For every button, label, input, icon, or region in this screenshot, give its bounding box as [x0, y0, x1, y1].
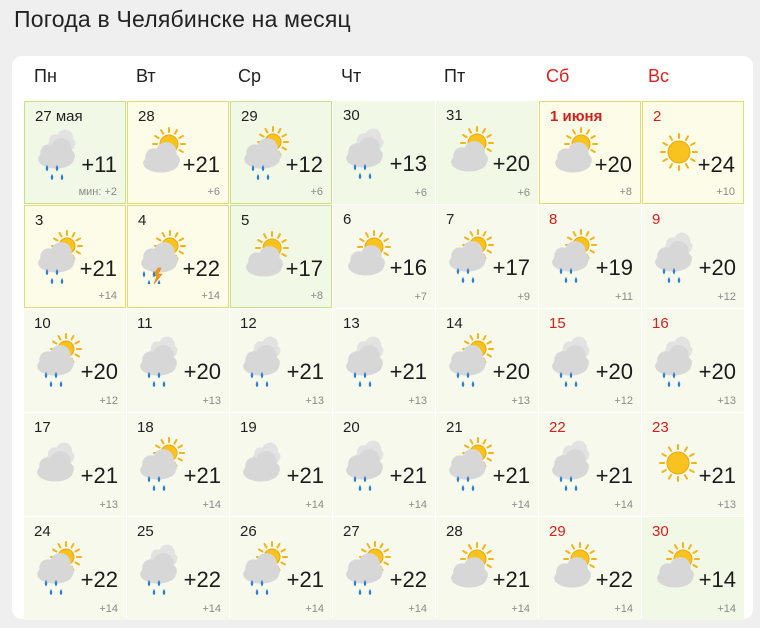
- day-temperature: +21: [80, 463, 118, 488]
- day-min-temperature: мин: +2: [78, 186, 117, 198]
- day-min-temperature: +13: [99, 499, 118, 511]
- day-min-temperature: +6: [310, 186, 323, 198]
- day-date: 14: [446, 315, 463, 332]
- day-temperature: +16: [389, 255, 427, 280]
- day-date: 16: [652, 315, 669, 332]
- day-min-temperature: +14: [408, 603, 427, 615]
- day-date: 1 июня: [550, 108, 603, 125]
- day-date: 2: [653, 108, 662, 125]
- day-cell[interactable]: [230, 101, 332, 204]
- day-min-temperature: +12: [717, 291, 736, 303]
- day-temperature: +20: [595, 359, 633, 384]
- day-cell[interactable]: [127, 101, 229, 204]
- cloud-icon: [30, 435, 86, 491]
- day-cell[interactable]: [436, 413, 538, 516]
- day-temperature: +11: [81, 152, 117, 177]
- partly-cloudy-icon: [237, 228, 293, 284]
- day-date: 28: [446, 523, 463, 540]
- partly-cloudy-rain-icon: [30, 331, 86, 387]
- day-min-temperature: +13: [511, 395, 530, 407]
- partly-cloudy-rain-icon: [30, 539, 86, 595]
- day-min-temperature: +14: [717, 603, 736, 615]
- day-cell[interactable]: [539, 309, 641, 412]
- day-min-temperature: +14: [305, 499, 324, 511]
- day-temperature: +22: [389, 567, 427, 592]
- day-cell[interactable]: [436, 517, 538, 620]
- day-temperature: +21: [286, 463, 324, 488]
- partly-cloudy-rain-icon: [442, 435, 498, 491]
- day-temperature: +24: [697, 152, 735, 177]
- day-temperature: +22: [183, 567, 221, 592]
- day-min-temperature: +9: [517, 291, 530, 303]
- day-date: 10: [34, 315, 51, 332]
- weekday-label: Ср: [238, 66, 262, 86]
- day-cell[interactable]: [24, 205, 126, 308]
- cloud-rain-icon: [648, 227, 704, 283]
- day-min-temperature: +14: [511, 499, 530, 511]
- day-temperature: +20: [698, 359, 736, 384]
- day-temperature: +13: [389, 151, 427, 176]
- day-min-temperature: +14: [305, 603, 324, 615]
- cloud-rain-icon: [339, 331, 395, 387]
- day-temperature: +12: [285, 152, 323, 177]
- day-date: 7: [446, 211, 455, 228]
- weekday-label: Чт: [341, 66, 362, 86]
- day-min-temperature: +14: [511, 603, 530, 615]
- day-cell[interactable]: [333, 517, 435, 620]
- weekday-label: Вт: [136, 66, 156, 86]
- day-temperature: +22: [182, 256, 220, 281]
- day-date: 8: [549, 211, 558, 228]
- day-cell[interactable]: [24, 517, 126, 620]
- day-min-temperature: +12: [99, 395, 118, 407]
- day-temperature: +21: [286, 359, 324, 384]
- day-temperature: +21: [492, 463, 530, 488]
- day-cell[interactable]: [642, 309, 744, 412]
- day-min-temperature: +13: [717, 499, 736, 511]
- calendar-card: [12, 56, 753, 619]
- day-min-temperature: +6: [207, 186, 220, 198]
- day-date: 6: [343, 211, 352, 228]
- day-temperature: +20: [594, 152, 632, 177]
- day-cell[interactable]: [642, 517, 744, 620]
- day-temperature: +14: [698, 567, 736, 592]
- day-cell[interactable]: [127, 517, 229, 620]
- day-temperature: +20: [80, 359, 118, 384]
- day-min-temperature: +12: [614, 395, 633, 407]
- day-temperature: +22: [80, 567, 118, 592]
- day-date: 26: [240, 523, 257, 540]
- partly-cloudy-rain-icon: [133, 435, 189, 491]
- day-min-temperature: +14: [98, 290, 117, 302]
- cloud-rain-icon: [31, 124, 87, 180]
- day-cell[interactable]: [230, 309, 332, 412]
- day-min-temperature: +14: [202, 603, 221, 615]
- day-date: 5: [241, 212, 250, 229]
- day-cell[interactable]: [642, 205, 744, 308]
- cloud-rain-icon: [339, 435, 395, 491]
- day-temperature: +21: [389, 359, 427, 384]
- day-cell[interactable]: [127, 413, 229, 516]
- day-date: 12: [240, 315, 257, 332]
- partly-cloudy-rain-icon: [442, 227, 498, 283]
- partly-cloudy-icon: [545, 539, 601, 595]
- cloud-icon: [236, 435, 292, 491]
- day-date: 31: [446, 107, 463, 124]
- day-min-temperature: +6: [414, 187, 427, 199]
- day-min-temperature: +13: [717, 395, 736, 407]
- day-cell[interactable]: [539, 517, 641, 620]
- weekday-label: Пт: [444, 66, 466, 86]
- day-date: 29: [241, 108, 258, 125]
- day-date: 30: [343, 107, 360, 124]
- day-min-temperature: +14: [614, 603, 633, 615]
- day-temperature: +20: [492, 359, 530, 384]
- page-title: Погода в Челябинске на месяц: [14, 6, 351, 32]
- cloud-rain-icon: [236, 331, 292, 387]
- day-date: 28: [138, 108, 155, 125]
- day-min-temperature: +13: [408, 395, 427, 407]
- day-date: 27: [343, 523, 360, 540]
- day-temperature: +20: [492, 151, 530, 176]
- partly-cloudy-rain-icon: [545, 227, 601, 283]
- partly-cloudy-rain-icon: [339, 539, 395, 595]
- day-date: 24: [34, 523, 51, 540]
- cloud-rain-icon: [648, 331, 704, 387]
- day-temperature: +21: [389, 463, 427, 488]
- day-date: 23: [652, 419, 669, 436]
- day-cell[interactable]: [333, 101, 435, 204]
- day-date: 30: [652, 523, 669, 540]
- day-min-temperature: +10: [716, 186, 735, 198]
- day-cell[interactable]: [24, 101, 126, 204]
- day-temperature: +21: [492, 567, 530, 592]
- cloud-rain-icon: [545, 331, 601, 387]
- day-min-temperature: +8: [619, 186, 632, 198]
- day-cell[interactable]: [333, 309, 435, 412]
- day-temperature: +21: [595, 463, 633, 488]
- day-temperature: +21: [698, 463, 736, 488]
- day-cell[interactable]: [642, 413, 744, 516]
- day-min-temperature: +14: [408, 499, 427, 511]
- day-date: 9: [652, 211, 661, 228]
- day-date: 11: [137, 315, 153, 332]
- day-min-temperature: +14: [201, 290, 220, 302]
- partly-cloudy-icon: [339, 227, 395, 283]
- day-date: 15: [549, 315, 566, 332]
- day-temperature: +21: [286, 567, 324, 592]
- day-cell[interactable]: [127, 205, 229, 308]
- day-cell[interactable]: [24, 309, 126, 412]
- day-min-temperature: +6: [517, 187, 530, 199]
- sun-icon: [649, 124, 705, 180]
- day-cell[interactable]: [436, 205, 538, 308]
- day-date: 17: [34, 419, 51, 436]
- day-date: 21: [446, 419, 463, 436]
- cloud-rain-icon: [339, 123, 395, 179]
- day-cell[interactable]: [230, 205, 332, 308]
- partly-cloudy-rain-icon: [236, 539, 292, 595]
- day-temperature: +20: [183, 359, 221, 384]
- day-cell[interactable]: [24, 413, 126, 516]
- partly-cloudy-icon: [442, 123, 498, 179]
- day-cell[interactable]: [230, 517, 332, 620]
- day-cell[interactable]: [333, 205, 435, 308]
- day-date: 3: [35, 212, 44, 229]
- day-min-temperature: +14: [614, 499, 633, 511]
- calendar-grid: [24, 101, 744, 620]
- cloud-rain-icon: [133, 331, 189, 387]
- day-cell[interactable]: [436, 309, 538, 412]
- day-temperature: +21: [79, 256, 117, 281]
- day-min-temperature: +14: [202, 499, 221, 511]
- day-min-temperature: +8: [310, 290, 323, 302]
- day-temperature: +21: [182, 152, 220, 177]
- day-date: 29: [549, 523, 566, 540]
- day-temperature: +17: [492, 255, 530, 280]
- day-cell[interactable]: [642, 101, 744, 204]
- day-cell[interactable]: [539, 413, 641, 516]
- cloud-rain-icon: [133, 539, 189, 595]
- day-date: 18: [137, 419, 154, 436]
- sun-icon: [648, 435, 704, 491]
- weekday-label: Пн: [34, 66, 57, 86]
- day-temperature: +22: [595, 567, 633, 592]
- day-temperature: +20: [698, 255, 736, 280]
- day-min-temperature: +11: [615, 291, 633, 303]
- day-cell[interactable]: [127, 309, 229, 412]
- day-min-temperature: +14: [99, 603, 118, 615]
- day-min-temperature: +13: [202, 395, 221, 407]
- partly-cloudy-icon: [546, 124, 602, 180]
- day-temperature: +17: [285, 256, 323, 281]
- day-min-temperature: +7: [414, 291, 427, 303]
- weekday-label: Сб: [546, 66, 570, 86]
- day-date: 27 мая: [35, 108, 83, 125]
- weekday-label: Вс: [648, 66, 670, 86]
- partly-cloudy-icon: [442, 539, 498, 595]
- day-cell[interactable]: [539, 101, 641, 204]
- day-cell[interactable]: [230, 413, 332, 516]
- partly-cloudy-rain-icon: [237, 124, 293, 180]
- day-temperature: +21: [183, 463, 221, 488]
- day-date: 4: [138, 212, 147, 229]
- cloud-rain-icon: [545, 435, 601, 491]
- day-date: 19: [240, 419, 257, 436]
- day-cell[interactable]: [539, 205, 641, 308]
- day-date: 22: [549, 419, 566, 436]
- day-date: 13: [343, 315, 360, 332]
- day-cell[interactable]: [436, 101, 538, 204]
- day-date: 20: [343, 419, 360, 436]
- day-min-temperature: +13: [305, 395, 324, 407]
- day-temperature: +19: [595, 255, 633, 280]
- partly-cloudy-rain-icon: [31, 228, 87, 284]
- partly-cloudy-rain-icon: [442, 331, 498, 387]
- partly-cloudy-icon: [134, 124, 190, 180]
- day-date: 25: [137, 523, 154, 540]
- day-cell[interactable]: [333, 413, 435, 516]
- partly-cloudy-icon: [648, 539, 704, 595]
- thunderstorm-icon: [134, 228, 190, 284]
